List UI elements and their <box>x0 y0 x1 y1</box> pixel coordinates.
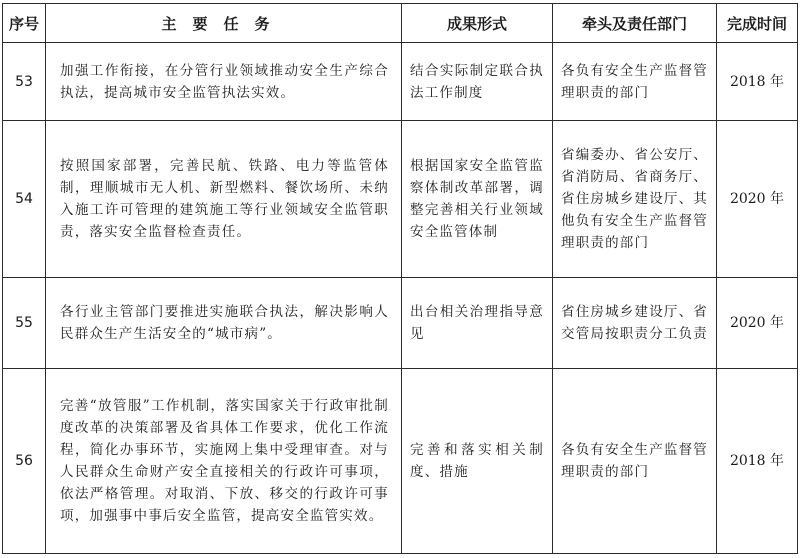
table-row <box>3 43 798 121</box>
row-time: 2020 年 <box>717 278 798 369</box>
row-form: 出台相关治理指导意见 <box>402 278 553 369</box>
header-task: 主要任务 <box>46 4 402 43</box>
row-number: 55 <box>3 278 46 369</box>
row-form: 根据国家安全监管监察体制改革部署，调整完善相关行业领域安全监管体制 <box>402 121 553 278</box>
row-task: 各行业主管部门要推进实施联合执法，解决影响人民群众生产生活安全的“城市病”。 <box>46 278 402 369</box>
row-task: 按照国家部署，完善民航、铁路、电力等监管体制，理顺城市无人机、新型燃料、餐饮场所、未纳入施工许可管理的建筑施工等行业领域安全监管职责，落实安全监督检查责任。 <box>46 121 402 278</box>
row-task: 完善“放管服”工作机制，落实国家关于行政审批制度改革的决策部署及省具体工作要求，优化工作流程，简化办事环节，实施网上集中受理审查。对与人民群众生命财产安全直接相关的行政许可事项，依法严格管理。对取消、下放、移交的行政许可事项，加强事中事后安全监管，提高安全监管实效。 <box>46 369 402 554</box>
row-dept: 省住房城乡建设厅、省交管局按职责分工负责 <box>553 278 717 369</box>
header-time: 完成时间 <box>717 4 798 43</box>
table-row <box>3 121 798 278</box>
header-seq: 序号 <box>3 4 46 43</box>
row-dept: 省编委办、省公安厅、省消防局、省商务厅、省住房城乡建设厅、其他负有安全生产监督管理职责的部门 <box>553 121 717 278</box>
table-row <box>3 278 798 369</box>
row-number: 56 <box>3 369 46 554</box>
row-number: 53 <box>3 43 46 121</box>
row-dept: 各负有安全生产监督管理职责的部门 <box>553 43 717 121</box>
row-task: 加强工作衔接，在分管行业领域推动安全生产综合执法，提高城市安全监管执法实效。 <box>46 43 402 121</box>
row-number: 54 <box>3 121 46 278</box>
row-time: 2018 年 <box>717 369 798 554</box>
row-form: 结合实际制定联合执法工作制度 <box>402 43 553 121</box>
table-row <box>3 369 798 554</box>
task-table <box>2 3 798 554</box>
row-time: 2018 年 <box>717 43 798 121</box>
header-dept: 牵头及责任部门 <box>553 4 717 43</box>
row-form: 完善和落实相关制度、措施 <box>402 369 553 554</box>
row-dept: 各负有安全生产监督管理职责的部门 <box>553 369 717 554</box>
header-form: 成果形式 <box>402 4 553 43</box>
row-time: 2020 年 <box>717 121 798 278</box>
header-row <box>3 4 798 43</box>
